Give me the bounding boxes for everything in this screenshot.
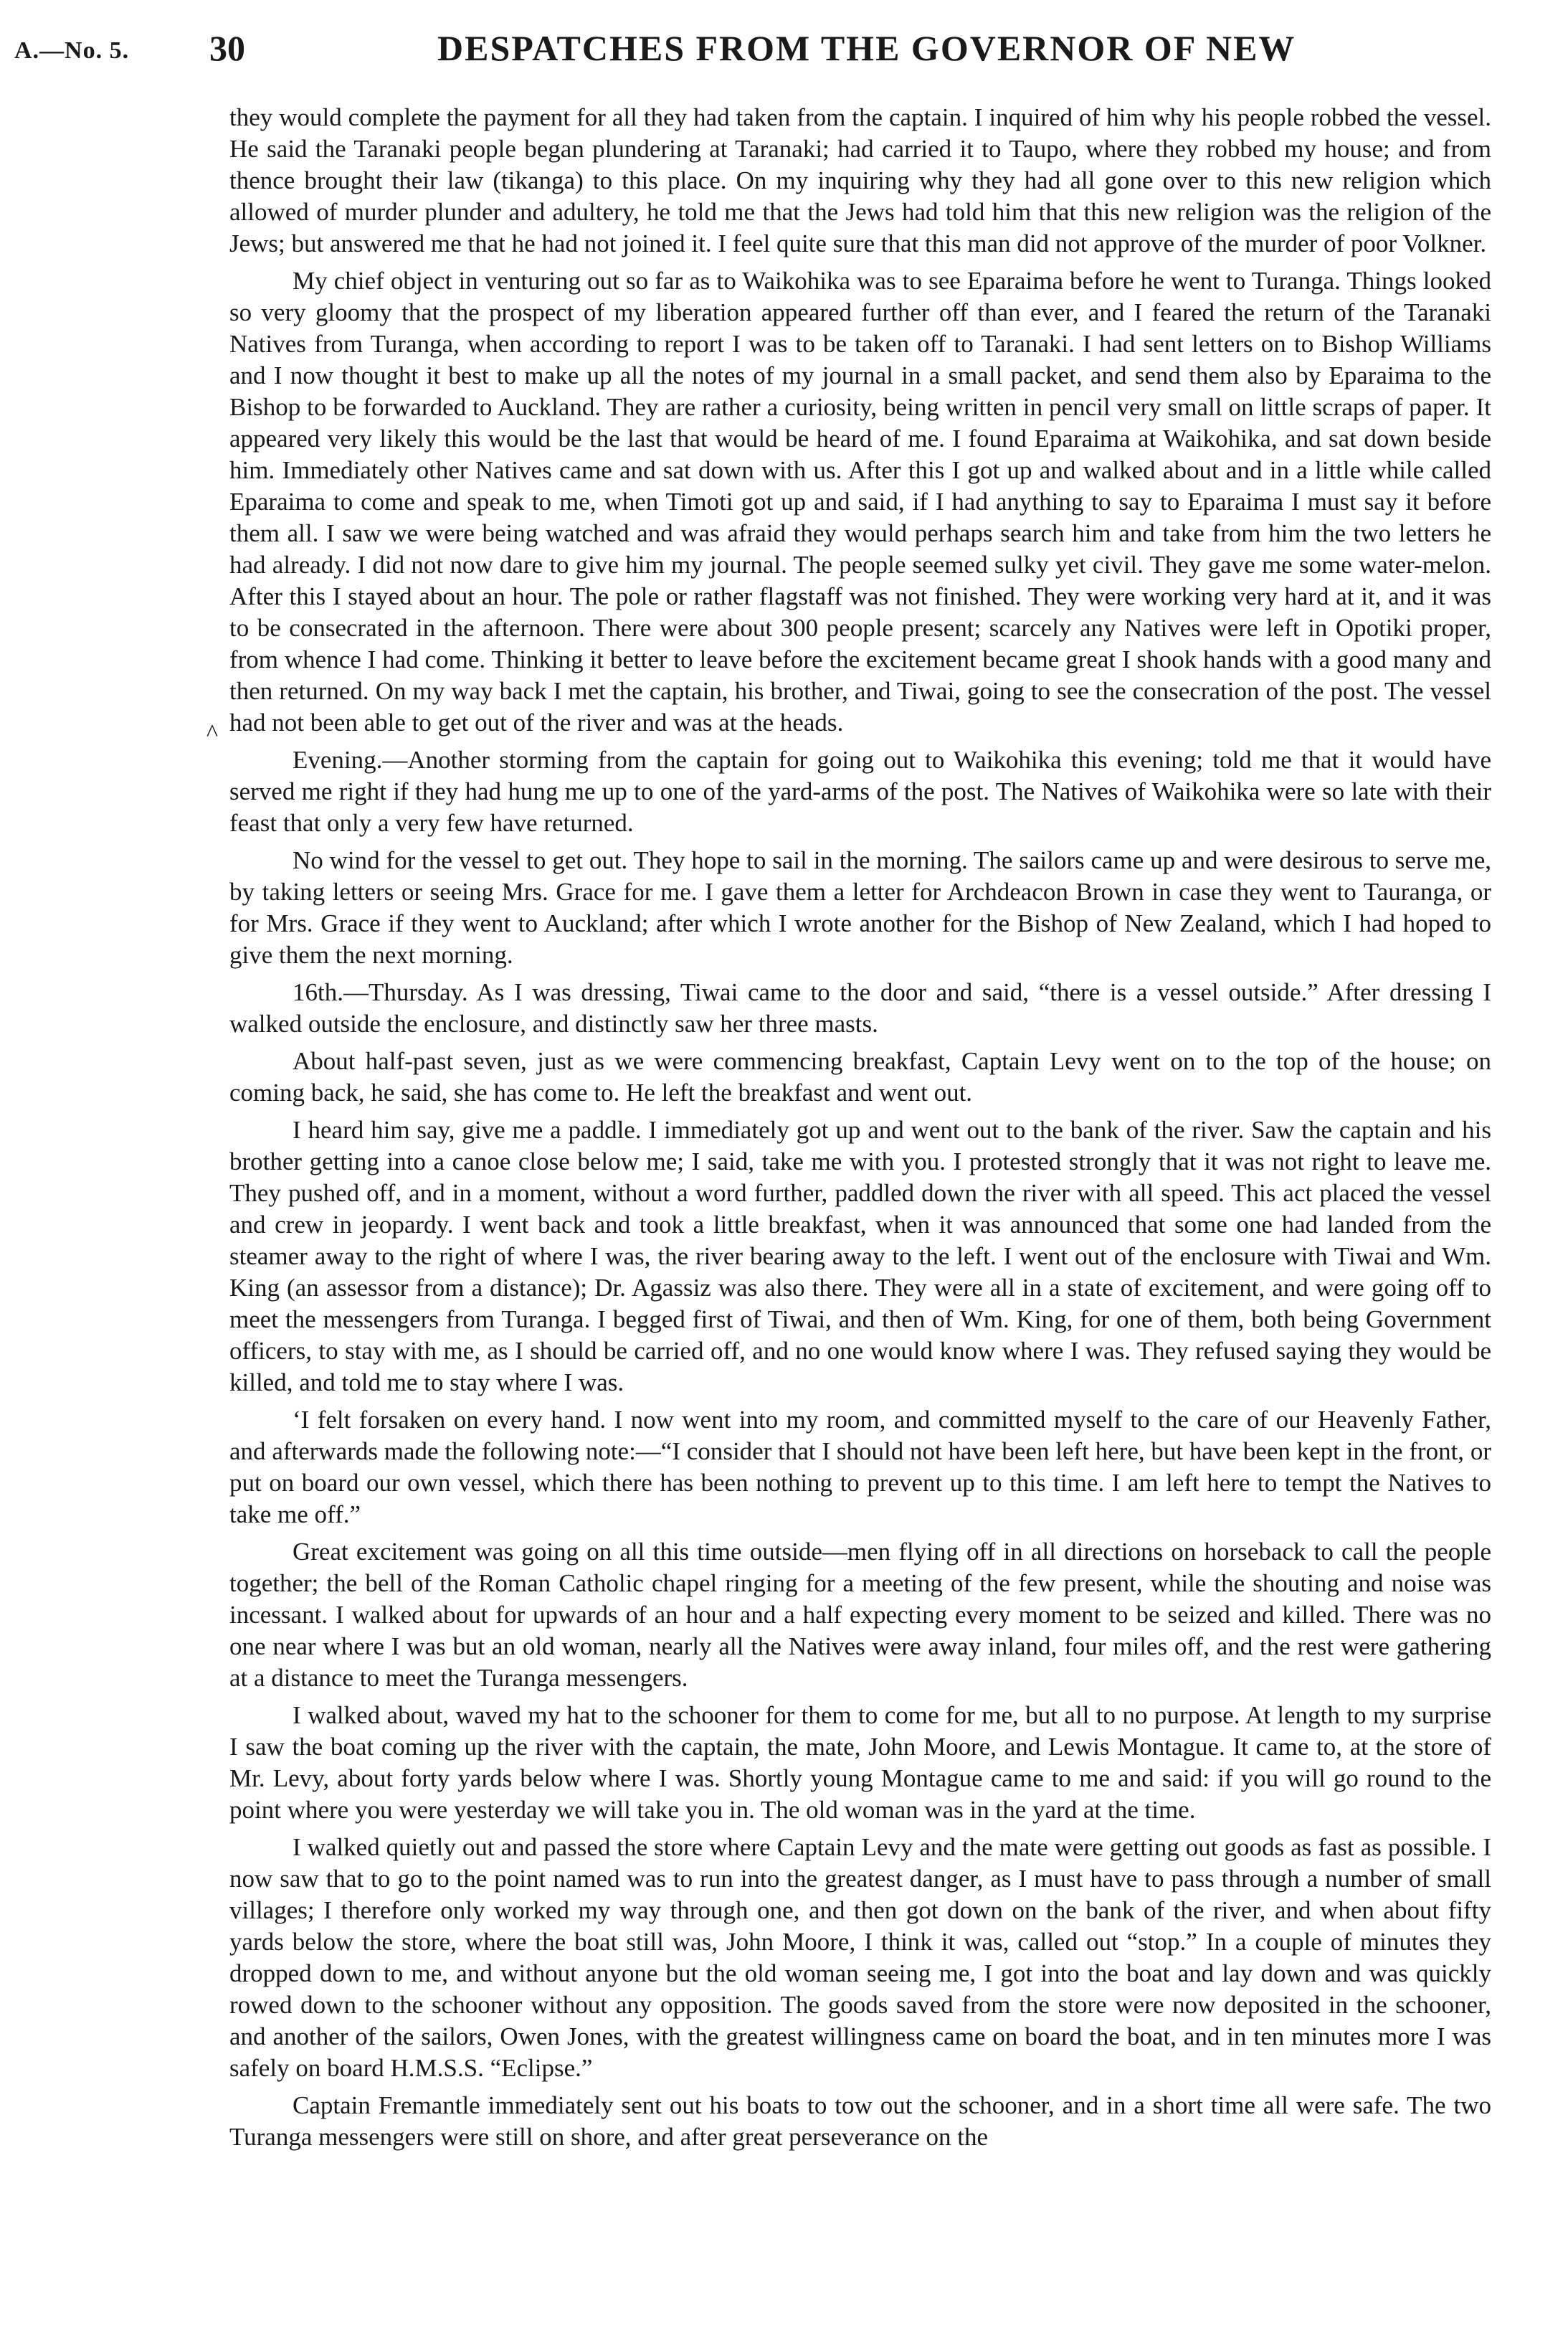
paragraph-evening: Evening.—Another storming from the captain for going out to Waikohika this evening; told me that it would have served me right if they had hung me up to one of the yard-arms of the post. The Natives of Waikohika were so late with their feast that only a very few have returned. bbox=[229, 746, 1491, 837]
body-text bbox=[229, 102, 1491, 2159]
paragraph-waved-hat: I walked about, waved my hat to the schooner for them to come for me, but all to no purpose. At length to my surprise I saw the boat coming up the river with the captain, the mate, John Moore, and Lewis Montague. It came to, at the store of Mr. Levy, about forty yards below where I was. Shortly young Montague came to me and said: if you will go round to the point where you were yesterday we will take you in. The old woman was in the yard at the time. bbox=[229, 1701, 1491, 1824]
paragraph-give-me-paddle: I heard him say, give me a paddle. I immediately got up and went out to the bank of the river. Saw the captain and his brother getting into a canoe close below me; I said, take me with you. I protested strongly that it was not right to leave me. They pushed off, and in a moment, without a word further, paddled down the river with all speed. This act placed the vessel and crew in jeopardy. I went back and took a little breakfast, when it was announced that some one had landed from the steamer away to the right of where I was, the river bearing away to the left. I went out of the enclosure with Tiwai and Wm. King (an assessor from a distance); Dr. Agassiz was also there. They were all in a state of excitement, and were going off to meet the messengers from Turanga. I begged first of Tiwai, and then of Wm. King, for one of them, both being Government officers, to stay with me, as I should be carried off, and no one would know where I was. They refused saying they would be killed, and told me to stay where I was. bbox=[229, 1116, 1491, 1396]
paragraph-no-wind: No wind for the vessel to get out. They hope to sail in the morning. The sailors came up and were desirous to serve me, by taking letters or seeing Mrs. Grace for me. I gave them a letter for Archdeacon Brown in case they went to Tauranga, or for Mrs. Grace if they went to Auckland; after which I wrote another for the Bishop of New Zealand, which I had hoped to give them the next morning. bbox=[229, 846, 1491, 969]
running-title: DESPATCHES FROM THE GOVERNOR OF NEW bbox=[437, 28, 1296, 68]
paragraph-walked-quietly: I walked quietly out and passed the store where Captain Levy and the mate were getting out goods as fast as possible. I now saw that to go to the point named was to run into the greatest danger, as I must have to pass through a number of small villages; I therefore only worked my way through one, and then got down on the bank of the river, and when about fifty yards below the store, where the boat still was, John Moore, I think it was, called out “stop.” In a couple of minutes they dropped down to me, and without anyone but the old woman seeing me, I got into the boat and lay down and was quickly rowed down to the schooner without any opposition. The goods saved from the store were now deposited in the schooner, and another of the sailors, Owen Jones, with the greatest willingness came on board the boat, and in ten minutes more I was safely on board H.M.S.S. “Eclipse.” bbox=[229, 1833, 1491, 2082]
margin-annotation-mark: ^ bbox=[206, 720, 218, 747]
page-number: 30 bbox=[209, 28, 245, 68]
paragraph-forsaken: ‘I felt forsaken on every hand. I now went into my room, and committed myself to the care of our Heavenly Father, and afterwards made the following note:—“I consider that I should not have been left here, but have been kept in the front, or put on board our own vessel, which there has been nothing to prevent up to this time. I am left here to tempt the Natives to take me off.” bbox=[229, 1406, 1491, 1528]
page-header bbox=[14, 27, 1534, 70]
paragraph-captain-fremantle: Captain Fremantle immediately sent out his boats to tow out the schooner, and in a short time all were safe. The two Turanga messengers were still on shore, and after great perseverance on the bbox=[229, 2091, 1491, 2151]
paragraph-16th-thursday: 16th.—Thursday. As I was dressing, Tiwai came to the door and said, “there is a vessel outside.” After dressing I walked outside the enclosure, and distinctly saw her three masts. bbox=[229, 978, 1491, 1038]
document-reference: A.—No. 5. bbox=[14, 37, 130, 64]
paragraph-continuation: they would complete the payment for all they had taken from the captain. I inquired of him why his people robbed the vessel. He said the Taranaki people began plundering at Taranaki; had carried it to Taupo, where they robbed my house; and from thence brought their law (tikanga) to this place. On my inquiring why they had all gone over to this new religion which allowed of murder plunder and adultery, he told me that the Jews had told him that this new religion was the religion of the Jews; but answered me that he had not joined it. I feel quite sure that this man did not approve of the murder of poor Volkner. bbox=[229, 103, 1491, 257]
paragraph-great-excitement: Great excitement was going on all this time outside—men flying off in all directions on horseback to call the people together; the bell of the Roman Catholic chapel ringing for a meeting of the few present, while the shouting and noise was incessant. I walked about for upwards of an hour and a half expecting every moment to be seized and killed. There was no one near where I was but an old woman, nearly all the Natives were away inland, four miles off, and the rest were gathering at a distance to meet the Turanga messengers. bbox=[229, 1538, 1491, 1692]
paragraph-half-past-seven: About half-past seven, just as we were commencing breakfast, Captain Levy went on to the top of the house; on coming back, he said, she has come to. He left the breakfast and went out. bbox=[229, 1047, 1491, 1107]
paragraph-waikohika-visit: My chief object in venturing out so far as to Waikohika was to see Eparaima before he went to Turanga. Things looked so very gloomy that the prospect of my liberation appeared further off than ever, and I feared the return of the Taranaki Natives from Turanga, when according to report I was to be taken off to Taranaki. I had sent letters on to Bishop Williams and I now thought it best to make up all the notes of my journal in a small packet, and send them also by Eparaima to the Bishop to be forwarded to Auckland. They are rather a curiosity, being written in pencil very small on little scraps of paper. It appeared very likely this would be the last that would be heard of me. I found Eparaima at Waikohika, and sat down beside him. Immediately other Natives came and sat down with us. After this I got up and walked about and in a little while called Eparaima to come and speak to me, when Timoti got up and said, if I had anything to say to Eparaima I must say it before them all. I saw we were being watched and was afraid they would perhaps search him and take from him the two letters he had already. I did not now dare to give him my journal. The people seemed sulky yet civil. They gave me some water-melon. After this I stayed about an hour. The pole or rather flagstaff was not finished. They were working very hard at it, and it was to be consecrated in the afternoon. There were about 300 people present; scarcely any Natives were left in Opotiki proper, from whence I had come. Thinking it better to leave before the excitement became great I shook hands with a good many and then returned. On my way back I met the captain, his brother, and Tiwai, going to see the consecration of the post. The vessel had not been able to get out of the river and was at the heads. bbox=[229, 267, 1491, 737]
